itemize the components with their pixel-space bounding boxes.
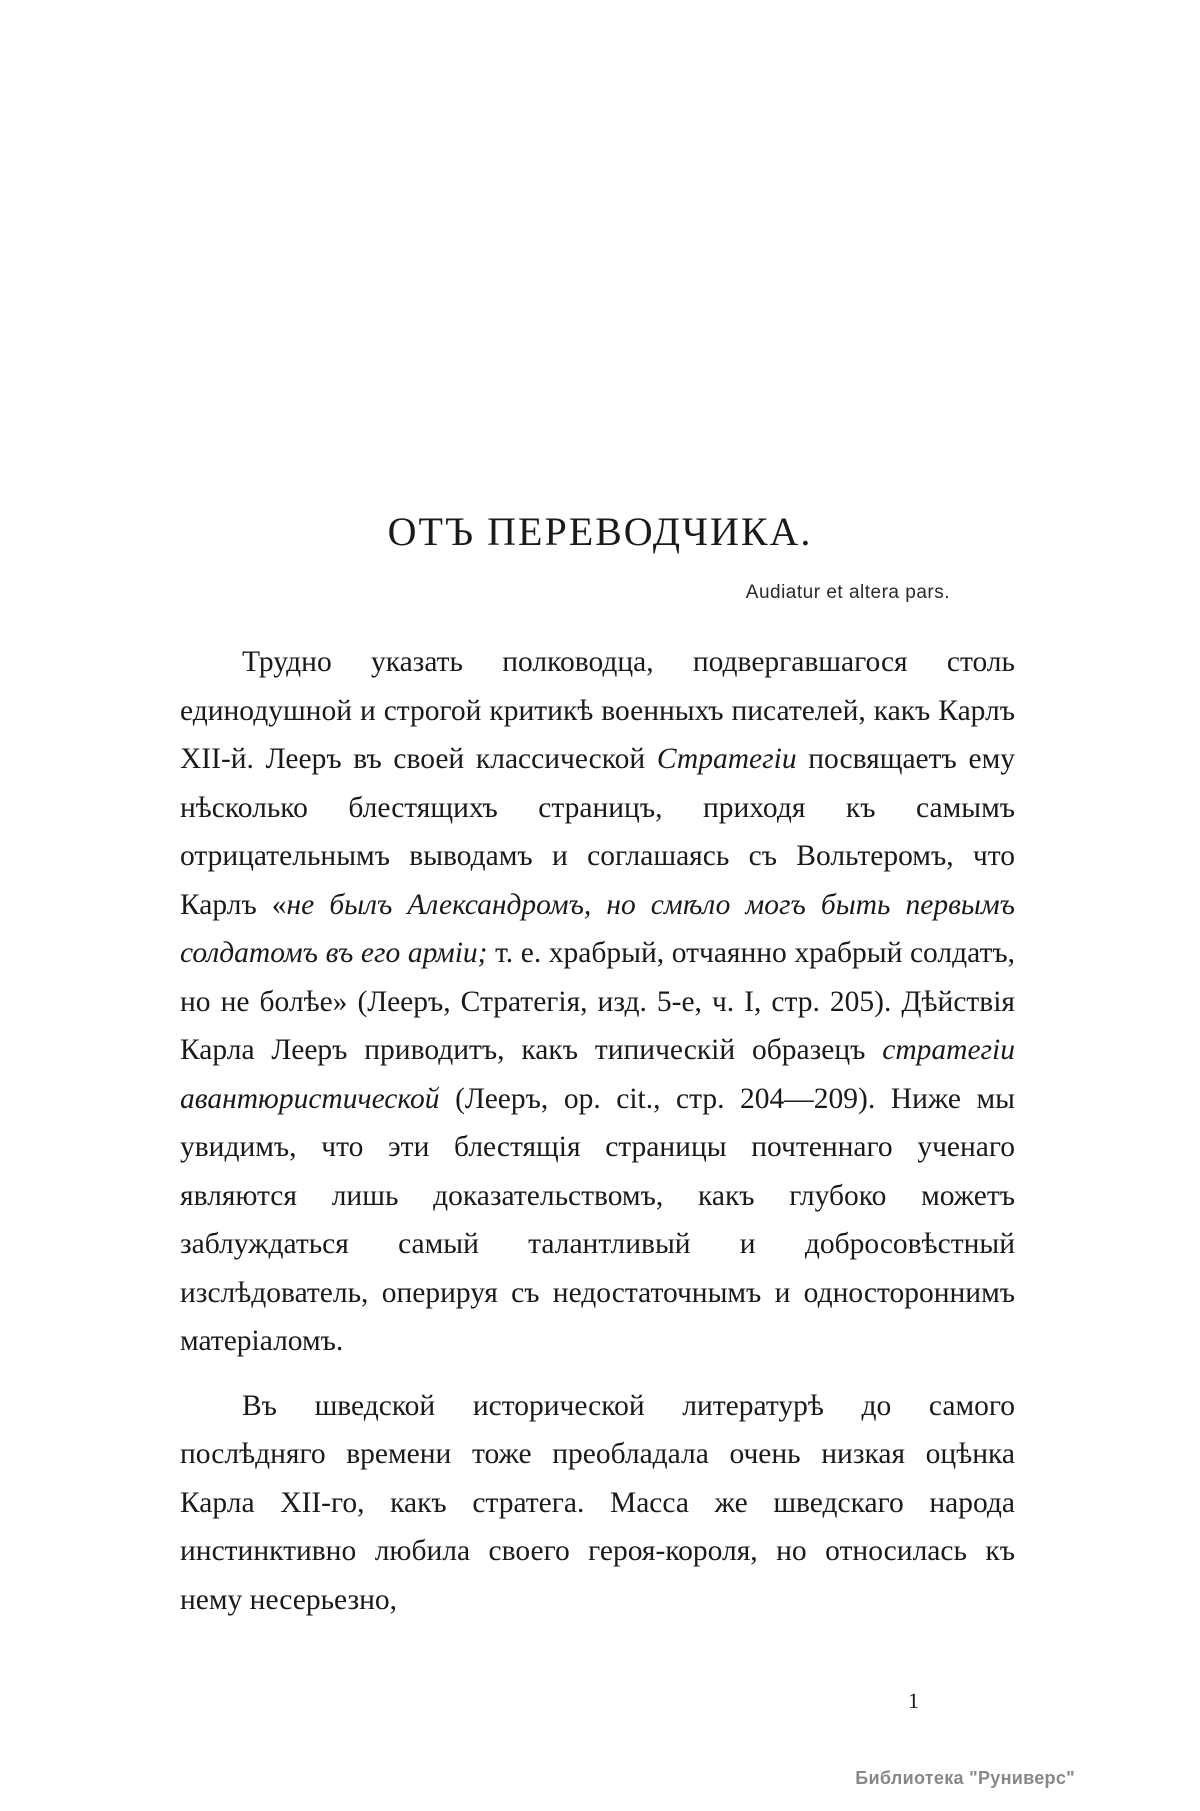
- paragraph-2: Въ шведской исторической литературѣ до самого послѣдняго времени тоже преобладала очень низкая оцѣнка Карла XII-го, какъ стратега. Масса же шведскаго народа инстинктивно любила своего героя-короля, но относилась къ нему несерьезно,: [180, 1389, 1015, 1616]
- epigraph: Audiatur et altera pars.: [745, 582, 950, 603]
- paragraph-1-text-a: Трудно указать полководца, подвергавшагося столь единодушной и строгой критикѣ военныхъ писателей, какъ Карлъ XII-й. Лееръ въ своей классической: [180, 646, 1015, 775]
- page-number: 1: [908, 1688, 919, 1713]
- library-watermark: Библиотека "Руниверс": [855, 1768, 1075, 1788]
- body-text: [180, 638, 1015, 1640]
- paragraph-1: [180, 638, 1015, 1366]
- paragraph-1-italic-strategy: Стратегіи: [656, 743, 797, 775]
- paragraph-1-italic-adventurist: стратегіи авантюристической: [180, 1034, 1015, 1115]
- paragraph-1-text-b: посвящаетъ ему нѣсколько блестящихъ страницъ, приходя къ самымъ отрицательнымъ выводамъ и соглашаясь съ Вольтеромъ, что Карлъ «: [180, 743, 1015, 921]
- chapter-title: ОТЪ ПЕРЕВОДЧИКА.: [387, 509, 813, 554]
- paragraph-1-italic-quote: не былъ Александромъ, но смѣло могъ быть первымъ солдатомъ въ его арміи;: [180, 888, 1015, 969]
- paragraph-1-text-d: (Лееръ, op. cit., стр. 204—209). Ниже мы увидимъ, что эти блестящія страницы почтеннаго ученаго являются лишь доказательствомъ, какъ глубоко можетъ заблуждаться самый талантливый и добросовѣстный изслѣдователь, оперируя съ недостаточнымъ и одностороннимъ матеріаломъ.: [180, 1082, 1015, 1357]
- paragraph-1-text-c: т. е. храбрый, отчаянно храбрый солдатъ, но не болѣе» (Лееръ, Стратегія, изд. 5-е, ч. I, стр. 205). Дѣйствія Карла Лееръ приводитъ, какъ типическій образецъ: [180, 937, 1015, 1066]
